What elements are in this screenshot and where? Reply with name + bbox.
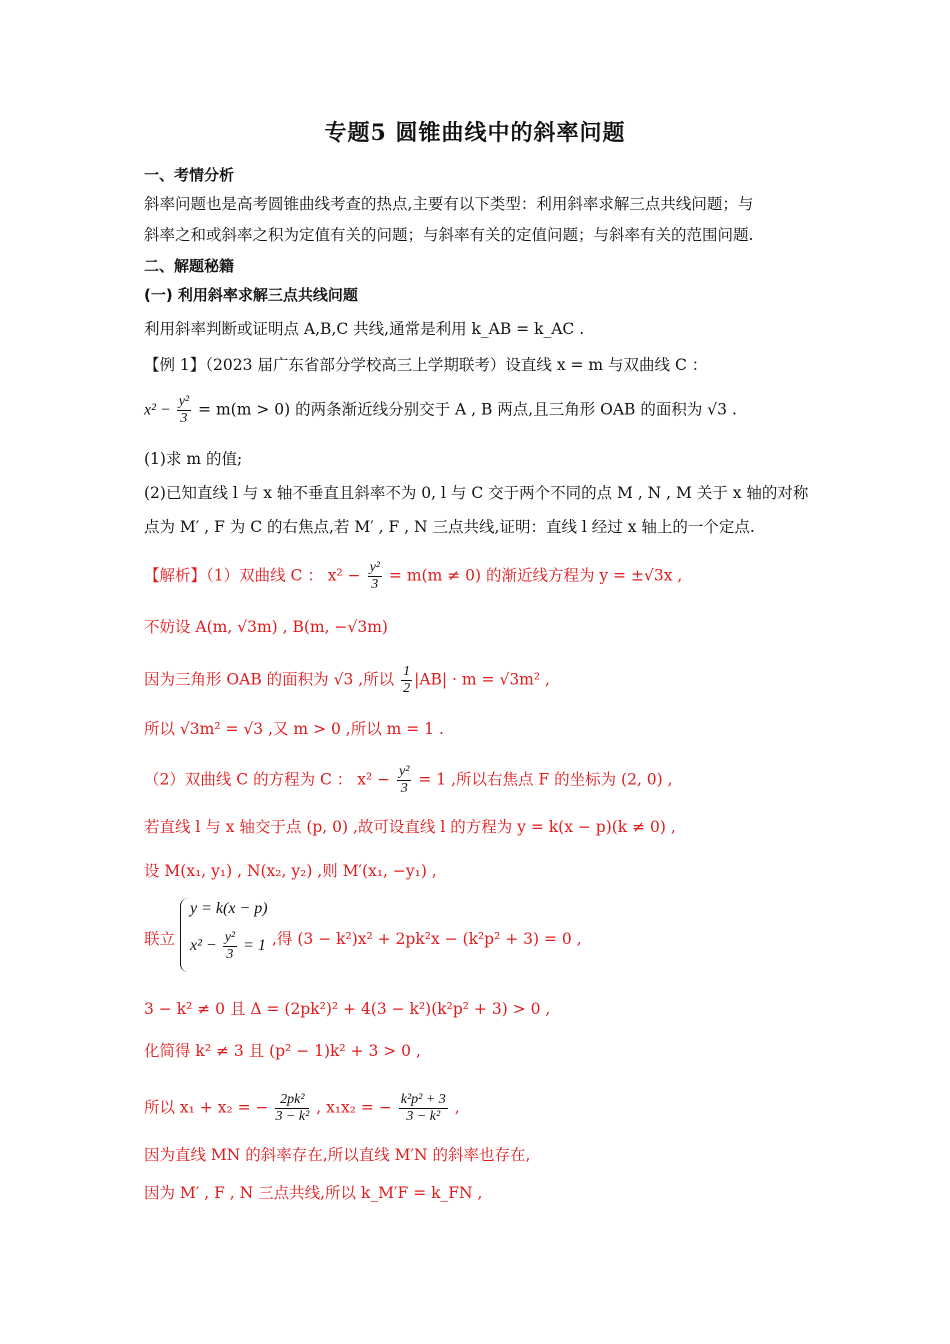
solution-line: 3 − k² ≠ 0 且 Δ = (2pk²)² + 4(3 − k²)(k²p² + 3) > 0 ,	[144, 1000, 551, 1018]
solution-line: 所以 √3m² = √3 ,又 m > 0 ,所以 m = 1 .	[144, 720, 444, 738]
solution-line: 不妨设 A(m, √3m) , B(m, −√3m)	[144, 618, 388, 636]
paragraph: 斜率之和或斜率之积为定值有关的问题；与斜率有关的定值问题；与斜率有关的范围问题.	[144, 226, 754, 244]
solution-line: 化简得 k² ≠ 3 且 (p² − 1)k² + 3 > 0 ,	[144, 1042, 421, 1060]
system-eq-2: x² − $\frac{\text{y²}}{3}$ = 1	[190, 930, 266, 962]
section-heading: 二、解题秘籍	[144, 257, 235, 275]
solution-line: 若直线 l 与 x 轴交于点 (p, 0) ,故可设直线 l 的方程为 y = k(x − p)(k ≠ 0) ,	[144, 818, 676, 836]
section-heading: 一、考情分析	[144, 166, 235, 184]
solution-line: 因为直线 MN 的斜率存在,所以直线 M′N 的斜率也存在,	[144, 1146, 531, 1164]
solution-line: （2）双曲线 C 的方程为 C ： x² − $\frac{\text{y²}}{3}$ = 1 ,所以右焦点 F 的坐标为 (2, 0) ,	[144, 764, 673, 796]
solution-line: 因为 M′ , F , N 三点共线,所以 k_M′F = k_FN ,	[144, 1184, 483, 1202]
example-statement: 【例 1】（2023 届广东省部分学校高三上学期联考）设直线 x = m 与双曲线 C ：	[144, 356, 708, 374]
question: 点为 M′ , F 为 C 的右焦点,若 M′ , F , N 三点共线,证明：直线 l 经过 x 轴上的一个定点.	[144, 518, 755, 536]
question: (1)求 m 的值;	[144, 450, 243, 468]
example-statement: x² − $\frac{\text{y²}}{3}$ = m(m > 0) 的两条渐近线分别交于 A , B 两点,且三角形 OAB 的面积为 √3 .	[144, 394, 737, 426]
subsection-heading: (一) 利用斜率求解三点共线问题	[144, 286, 358, 304]
page-title: 专题5 圆锥曲线中的斜率问题	[324, 120, 626, 146]
solution-line: 因为三角形 OAB 的面积为 √3 ,所以 $\frac{1}{2}$ |AB| · m = √3m² ,	[144, 664, 550, 696]
solution-line: 联立	[144, 930, 176, 948]
system-eq-1: y = k(x − p)	[190, 900, 268, 917]
solution-line: 设 M(x₁, y₁) , N(x₂, y₂) ,则 M′(x₁, −y₁) ,	[144, 862, 437, 880]
paragraph: 斜率问题也是高考圆锥曲线考查的热点,主要有以下类型：利用斜率求解三点共线问题；与	[144, 195, 754, 213]
solution-line: 所以 x₁ + x₂ = − $\frac{\text{2pk²}}{\text{3 − k²}}$ , x₁x₂ = − $\frac{\text{k²p² + 3}}{\text{3 − k²}}$ ,	[144, 1092, 460, 1124]
question: (2)已知直线 l 与 x 轴不垂直且斜率不为 0, l 与 C 交于两个不同的点 M , N , M 关于 x 轴的对称	[144, 484, 809, 502]
paragraph: 利用斜率判断或证明点 A,B,C 共线,通常是利用 k_AB = k_AC .	[144, 320, 585, 338]
solution-line: ,得 (3 − k²)x² + 2pk²x − (k²p² + 3) = 0 ,	[272, 930, 582, 948]
solution-line: 【解析】（1）双曲线 C ： x² − $\frac{\text{y²}}{3}$ = m(m ≠ 0) 的渐近线方程为 y = ±√3x ,	[144, 560, 683, 592]
